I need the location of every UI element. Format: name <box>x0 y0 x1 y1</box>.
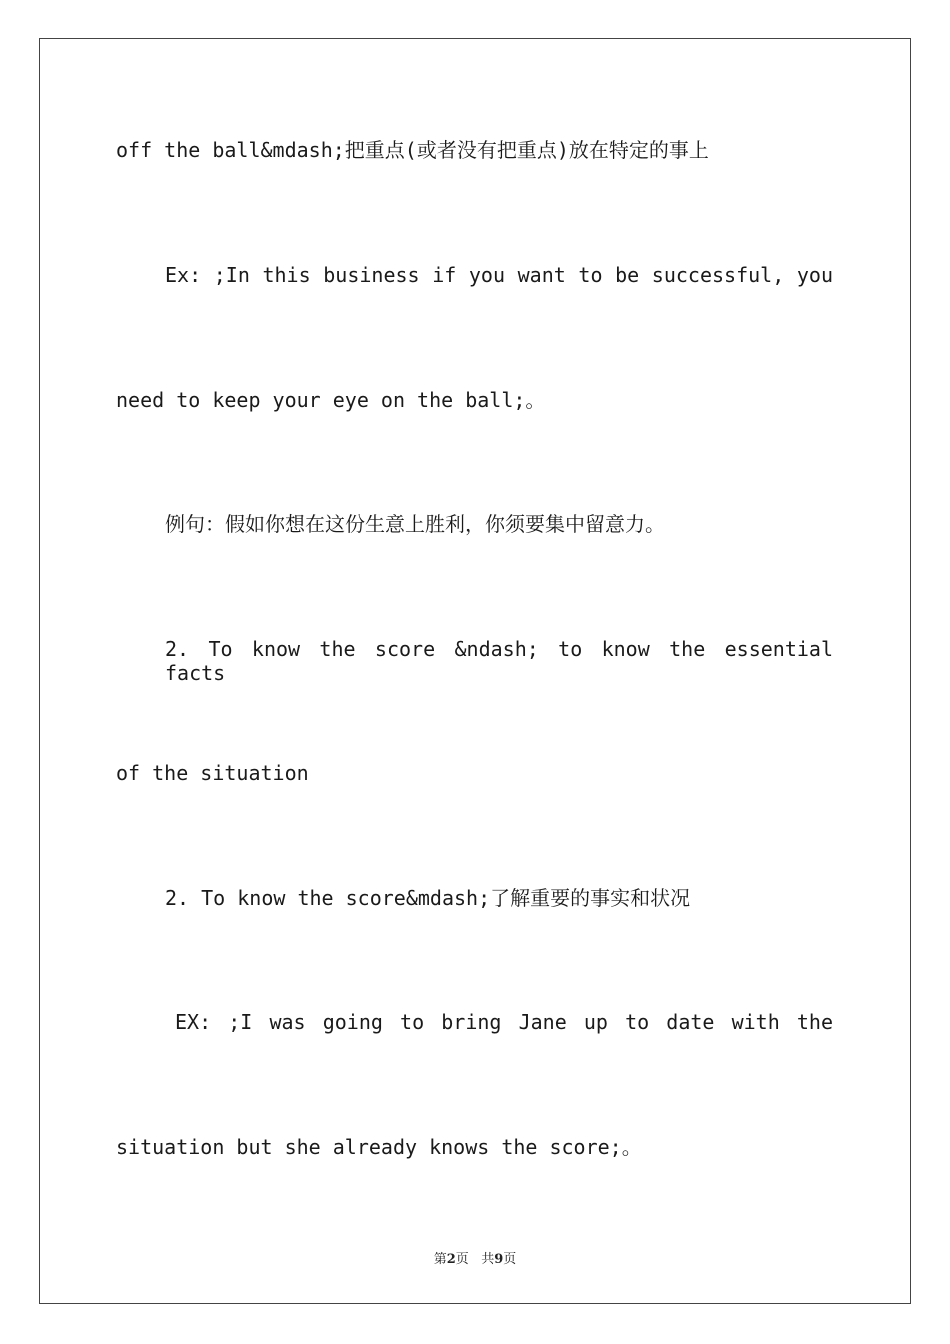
page-footer <box>0 1248 950 1267</box>
text-line-7: 2. To know the score&mdash;了解重要的事实和状况 <box>165 886 691 910</box>
text-line-8: EX: ;I was going to bring Jane up to date with the <box>175 1010 833 1034</box>
total-pages: 9 <box>494 1252 504 1267</box>
page-suffix: 页 <box>455 1252 469 1267</box>
text-line-9: situation but she already knows the score;。 <box>116 1135 642 1159</box>
text-line-1: off the ball&mdash;把重点(或者没有把重点)放在特定的事上 <box>116 138 709 162</box>
text-line-6: of the situation <box>116 761 309 785</box>
page-prefix: 第 <box>433 1252 447 1267</box>
text-line-2: Ex: ;In this business if you want to be successful, you <box>165 263 833 287</box>
page-number: 2 <box>446 1252 456 1267</box>
total-prefix: 共 <box>481 1252 495 1267</box>
total-suffix: 页 <box>503 1252 517 1267</box>
text-line-4: 例句：假如你想在这份生意上胜利，你须要集中留意力。 <box>165 512 665 536</box>
text-line-5: 2. To know the score &ndash; to know the essential facts <box>165 637 833 685</box>
text-line-3: need to keep your eye on the ball;。 <box>116 388 546 412</box>
